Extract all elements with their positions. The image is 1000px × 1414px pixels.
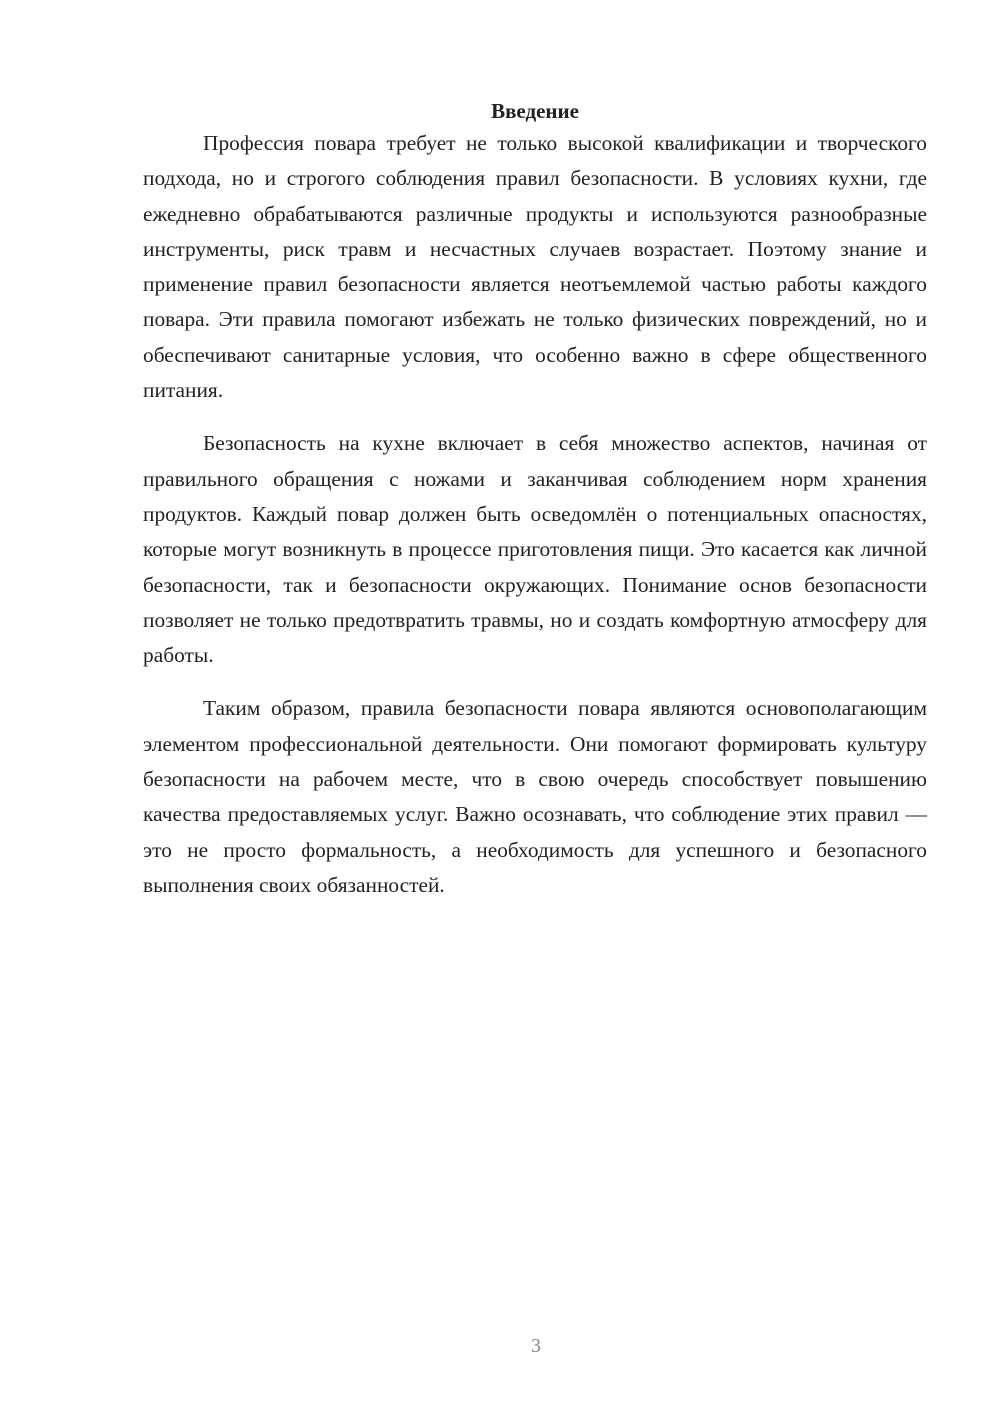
page-content <box>143 96 927 903</box>
paragraph-3: Таким образом, правила безопасности повара являются основополагающим элементом профессиональной деятельности. Они помогают формировать культуру безопасности на рабочем месте, что в свою очередь способствует повышению качества предоставляемых услуг. Важно осознавать, что соблюдение этих правил — это не просто формальность, а необходимость для успешного и безопасного выполнения своих обязанностей. <box>143 696 927 897</box>
section-heading: Введение <box>491 99 579 123</box>
page-number: 3 <box>531 1335 541 1357</box>
paragraph-2: Безопасность на кухне включает в себя множество аспектов, начиная от правильного обращения с ножами и заканчивая соблюдением норм хранения продуктов. Каждый повар должен быть осведомлён о потенциальных опасностях, которые могут возникнуть в процессе приготовления пищи. Это касается как личной безопасности, так и безопасности окружающих. Понимание основ безопасности позволяет не только предотвратить травмы, но и создать комфортную атмосферу для работы. <box>143 431 927 668</box>
paragraph-1: Профессия повара требует не только высокой квалификации и творческого подхода, но и строгого соблюдения правил безопасности. В условиях кухни, где ежедневно обрабатываются различные продукты и используются разнообразные инструменты, риск травм и несчастных случаев возрастает. Поэтому знание и применение правил безопасности является неотъемлемой частью работы каждого повара. Эти правила помогают избежать не только физических повреждений, но и обеспечивают санитарные условия, что особенно важно в сфере общественного питания. <box>143 131 927 403</box>
